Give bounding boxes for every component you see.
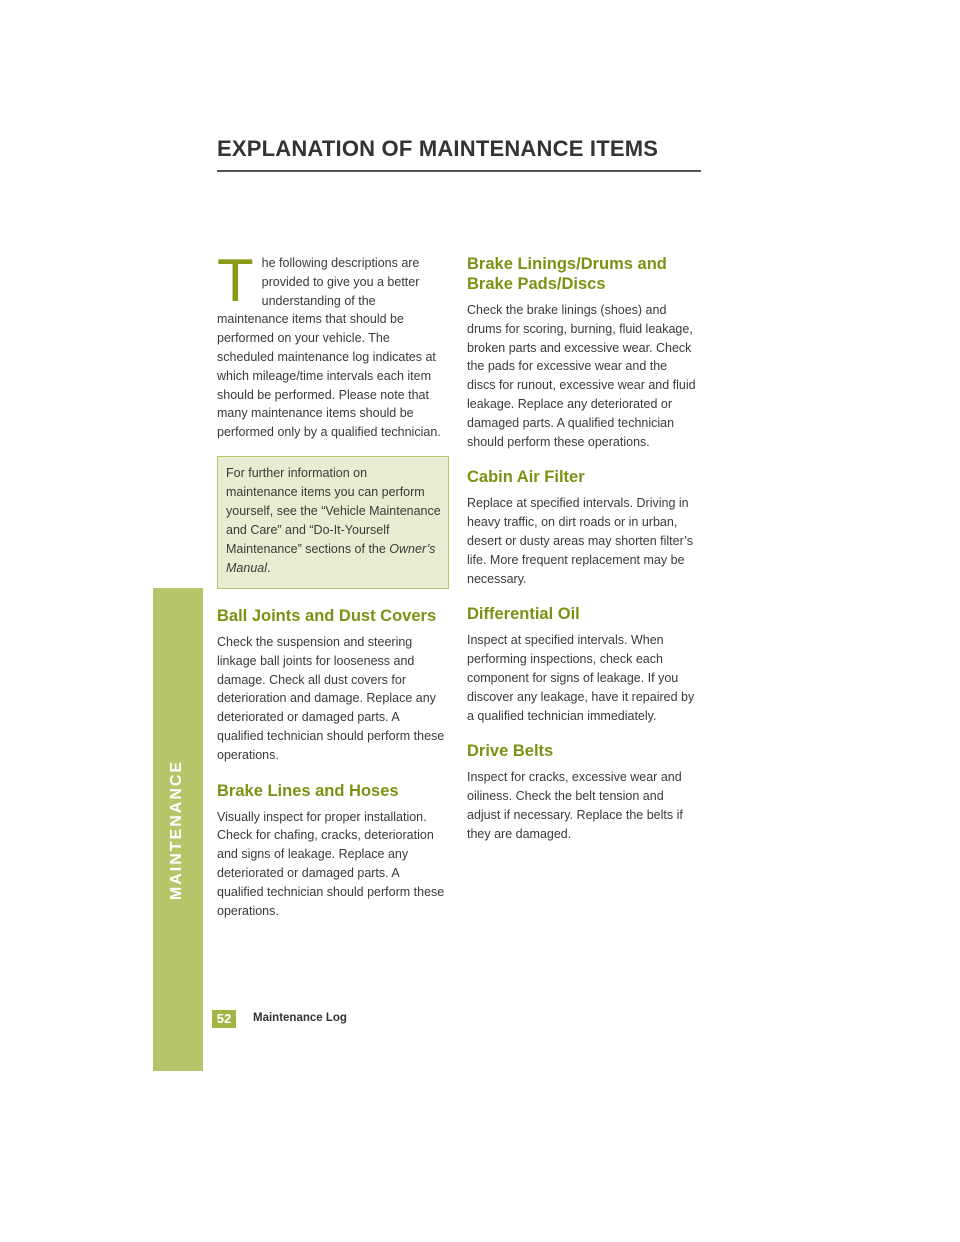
section-differential-oil xyxy=(467,604,699,725)
intro-text: he following descriptions are provided to give you a better understanding of the maintenance items that should be performed on your vehicle. The scheduled maintenance log indicates at which mileage/time intervals each item should be performed. Please note that many maintenance items should be performed only by a qualified technician. xyxy=(217,256,441,440)
section-heading: Cabin Air Filter xyxy=(467,468,585,487)
page-number: 52 xyxy=(212,1010,236,1028)
section-text: Visually inspect for proper installation. Check for chafing, cracks, deterioration and signs of leakage. Replace any deteriorated or damaged parts. A qualified technician should perform these operations. xyxy=(217,809,445,918)
note-box xyxy=(217,456,449,589)
footer-section-label: Maintenance Log xyxy=(253,1012,347,1024)
section-text: Check the suspension and steering linkage ball joints for looseness and damage. Check all dust covers for deterioration and damage. Replace any deteriorated or damaged parts. A qualified technician should perform these operations. xyxy=(217,634,445,762)
section-ball-joints xyxy=(217,606,449,765)
section-brake-lines xyxy=(217,781,449,921)
right-column xyxy=(467,254,699,860)
section-drive-belts xyxy=(467,741,699,843)
section-brake-linings xyxy=(467,254,699,451)
section-text: Replace at specified intervals. Driving in heavy traffic, on dirt roads or in urban, desert or dusty areas may shorten filter’s life. More frequent replacement may be necessary. xyxy=(467,496,694,586)
left-column xyxy=(217,247,449,936)
section-heading: Brake Lines and Hoses xyxy=(217,781,399,800)
section-text: Check the brake linings (shoes) and drums for scoring, burning, fluid leakage, broken parts and excessive wear. Check the pads for excessive wear and the discs for runout, excessive wear and fluid leakage. Replace any deteriorated or damaged parts. A qualified technician should perform these operations. xyxy=(467,303,696,449)
section-text: Inspect for cracks, excessive wear and oiliness. Check the belt tension and adjust if necessary. Replace the belts if they are damaged. xyxy=(467,770,683,841)
drop-cap: T xyxy=(217,247,254,314)
note-paragraph xyxy=(226,464,441,578)
section-heading: Ball Joints and Dust Covers xyxy=(217,606,437,625)
section-heading: Differential Oil xyxy=(467,605,580,624)
side-tab-label: MAINTENANCE xyxy=(168,759,185,901)
section-text: Inspect at specified intervals. When performing inspections, check each component for signs of leakage. If you discover any leakage, have it repaired by a qualified technician immediately. xyxy=(467,633,695,723)
note-end: . xyxy=(267,560,271,575)
note-manual-title: Owner’s Manual xyxy=(226,541,436,575)
section-heading: Brake Linings/Drums and Brake Pads/Discs xyxy=(467,255,667,293)
intro-paragraph xyxy=(217,247,449,442)
note-text: For further information on maintenance items you can perform yourself, see the “Vehicle Maintenance and Care” and “Do-It-Yourself Maintenance” sections of the xyxy=(226,465,441,556)
section-heading: Drive Belts xyxy=(467,742,554,761)
section-cabin-filter xyxy=(467,467,699,588)
page-title: EXPLANATION OF MAINTENANCE ITEMS xyxy=(217,136,701,172)
